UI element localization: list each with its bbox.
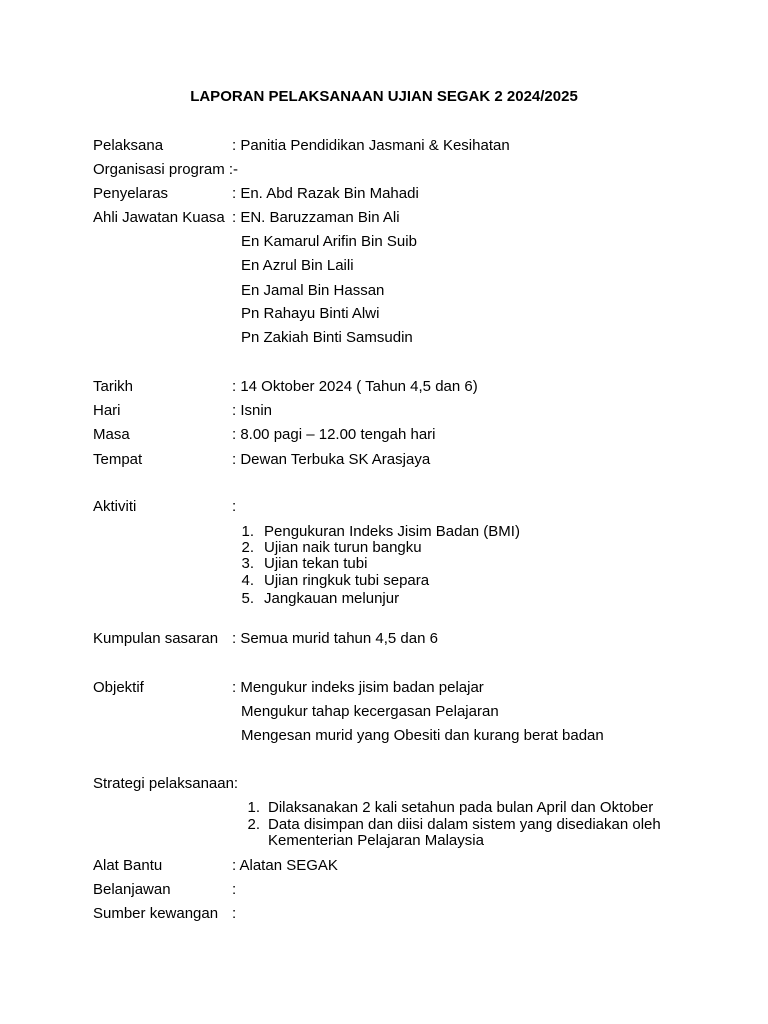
sumber-value: : [232, 905, 237, 922]
ajk-member: Pn Rahayu Binti Alwi [241, 305, 380, 322]
list-item-number: 5. [241, 590, 254, 607]
strategi-label: Strategi pelaksanaan: [93, 775, 239, 792]
objektif-item: Mengesan murid yang Obesiti dan kurang berat badan [241, 727, 604, 744]
kumpulan-label: Kumpulan sasaran [93, 630, 219, 647]
ajk-label: Ahli Jawatan Kuasa [93, 209, 225, 226]
ajk-member: Pn Zakiah Binti Samsudin [241, 329, 413, 346]
list-item-number: 2. [247, 816, 260, 833]
hari-value: : Isnin [232, 402, 273, 419]
penyelaras-value: : En. Abd Razak Bin Mahadi [232, 185, 419, 202]
organisasi-label: Organisasi program :- [93, 161, 239, 178]
list-item: Ujian tekan tubi [264, 555, 368, 572]
belanjawan-value: : [232, 881, 237, 898]
list-item: Pengukuran Indeks Jisim Badan (BMI) [264, 523, 520, 540]
page-title: LAPORAN PELAKSANAAN UJIAN SEGAK 2 2024/2025 [190, 88, 578, 105]
objektif-first: : Mengukur indeks jisim badan pelajar [232, 679, 484, 696]
objektif-label: Objektif [93, 679, 144, 696]
ajk-member: En Jamal Bin Hassan [241, 282, 385, 299]
ajk-first-member: : EN. Baruzzaman Bin Ali [232, 209, 400, 226]
list-item-continuation: Kementerian Pelajaran Malaysia [268, 832, 484, 849]
list-item: Ujian naik turun bangku [264, 539, 422, 556]
sumber-label: Sumber kewangan [93, 905, 219, 922]
list-item: Data disimpan dan diisi dalam sistem yang disediakan oleh [268, 816, 661, 833]
hari-label: Hari [93, 402, 121, 419]
ajk-member: En Azrul Bin Laili [241, 257, 354, 274]
list-item-number: 1. [247, 799, 260, 816]
tarikh-value: : 14 Oktober 2024 ( Tahun 4,5 dan 6) [232, 378, 478, 395]
tarikh-label: Tarikh [93, 378, 134, 395]
objektif-item: Mengukur tahap kecergasan Pelajaran [241, 703, 499, 720]
ajk-member: En Kamarul Arifin Bin Suib [241, 233, 417, 250]
list-item-number: 1. [241, 523, 254, 540]
list-item-number: 2. [241, 539, 254, 556]
list-item: Jangkauan melunjur [264, 590, 400, 607]
tempat-value: : Dewan Terbuka SK Arasjaya [232, 451, 431, 468]
belanjawan-label: Belanjawan [93, 881, 171, 898]
masa-label: Masa [93, 426, 130, 443]
list-item-number: 4. [241, 572, 254, 589]
penyelaras-label: Penyelaras [93, 185, 169, 202]
aktiviti-label: Aktiviti [93, 498, 137, 515]
alat-label: Alat Bantu [93, 857, 163, 874]
masa-value: : 8.00 pagi – 12.00 tengah hari [232, 426, 436, 443]
pelaksana-value: : Panitia Pendidikan Jasmani & Kesihatan [232, 137, 510, 154]
list-item: Dilaksanakan 2 kali setahun pada bulan April dan Oktober [268, 799, 654, 816]
tempat-label: Tempat [93, 451, 143, 468]
alat-value: : Alatan SEGAK [232, 857, 338, 874]
aktiviti-colon: : [232, 498, 237, 515]
pelaksana-label: Pelaksana [93, 137, 164, 154]
kumpulan-value: : Semua murid tahun 4,5 dan 6 [232, 630, 438, 647]
list-item: Ujian ringkuk tubi separa [264, 572, 430, 589]
list-item-number: 3. [241, 555, 254, 572]
